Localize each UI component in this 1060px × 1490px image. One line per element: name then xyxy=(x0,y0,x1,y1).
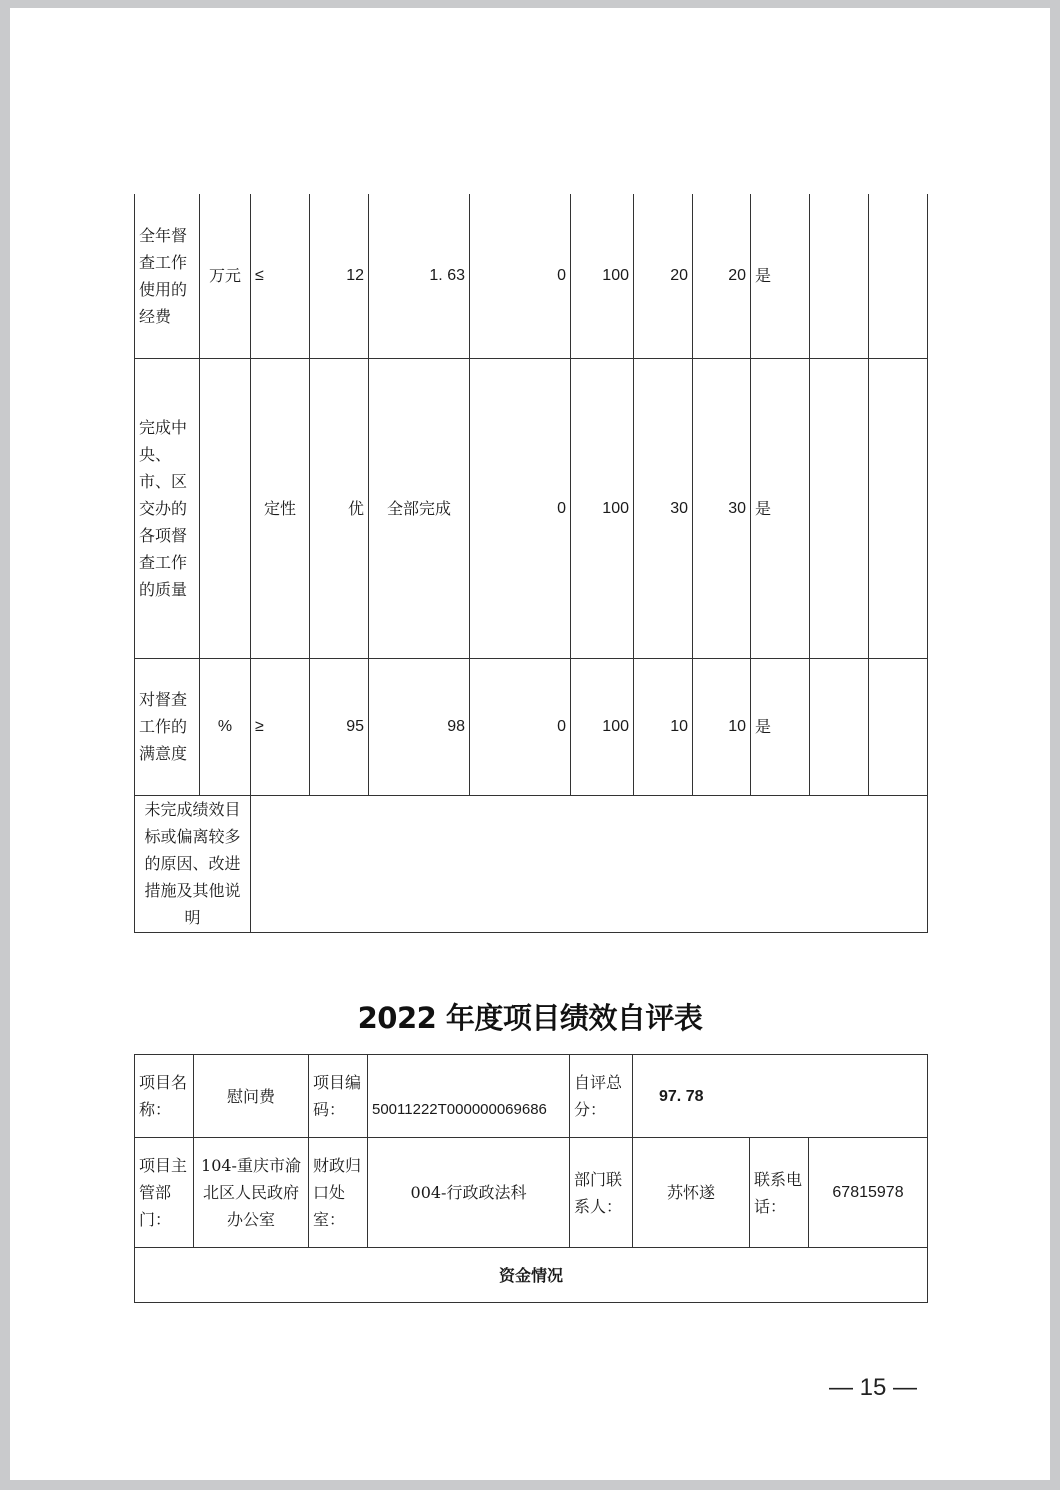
indicator-col7: 100 xyxy=(571,358,634,658)
project-name-label: 项目名称： xyxy=(135,1055,194,1138)
project-code: 50011222T000000069686 xyxy=(368,1055,570,1138)
project-info-table xyxy=(134,1054,928,1303)
indicator-unit: % xyxy=(200,658,251,795)
indicator-nature: 定性 xyxy=(251,358,310,658)
indicator-score: 20 xyxy=(693,194,751,358)
contact: 苏怀遂 xyxy=(633,1138,750,1248)
indicator-unit: 万元 xyxy=(200,194,251,358)
indicator-nature: ≤ xyxy=(251,194,310,358)
empty-cell xyxy=(810,194,869,358)
total-score: 97. 78 xyxy=(633,1055,928,1138)
finance: 004-行政政法科 xyxy=(368,1138,570,1248)
empty-cell xyxy=(869,358,928,658)
table-row xyxy=(135,358,928,658)
total-score-label: 自评总分： xyxy=(570,1055,633,1138)
indicator-actual: 1. 63 xyxy=(369,194,470,358)
table-row xyxy=(135,194,928,358)
page-number: — 15 — xyxy=(828,1374,918,1401)
indicator-weight: 20 xyxy=(634,194,693,358)
indicator-col6: 0 xyxy=(470,194,571,358)
indicator-met: 是 xyxy=(751,358,810,658)
remarks-label: 未完成绩效目标或偏离较多的原因、改进措施及其他说明 xyxy=(135,795,251,932)
remarks-row xyxy=(135,795,928,932)
project-code-label: 项目编码： xyxy=(309,1055,368,1138)
dept: 104-重庆市渝北区人民政府办公室 xyxy=(194,1138,309,1248)
indicator-col6: 0 xyxy=(470,658,571,795)
indicator-unit xyxy=(200,358,251,658)
indicator-col7: 100 xyxy=(571,658,634,795)
indicator-score: 30 xyxy=(693,358,751,658)
indicator-name: 全年督查工作使用的经费 xyxy=(135,194,200,358)
table-row xyxy=(135,1055,928,1138)
indicator-target: 12 xyxy=(310,194,369,358)
funding-header: 资金情况 xyxy=(135,1248,928,1303)
empty-cell xyxy=(869,194,928,358)
indicator-name: 对督查工作的满意度 xyxy=(135,658,200,795)
indicator-name: 完成中央、市、区交办的各项督查工作的质量 xyxy=(135,358,200,658)
indicator-score: 10 xyxy=(693,658,751,795)
contact-label: 部门联系人： xyxy=(570,1138,633,1248)
indicator-met: 是 xyxy=(751,194,810,358)
phone-label: 联系电话： xyxy=(750,1138,809,1248)
empty-cell xyxy=(810,658,869,795)
indicator-weight: 10 xyxy=(634,658,693,795)
indicator-actual: 98 xyxy=(369,658,470,795)
indicator-met: 是 xyxy=(751,658,810,795)
form-title: 2022 年度项目绩效自评表 xyxy=(357,1001,703,1035)
table-row xyxy=(135,1138,928,1248)
indicator-col6: 0 xyxy=(470,358,571,658)
remarks-value xyxy=(251,795,928,932)
indicator-target: 95 xyxy=(310,658,369,795)
table-row xyxy=(135,658,928,795)
indicator-target: 优 xyxy=(310,358,369,658)
dept-label: 项目主管部门： xyxy=(135,1138,194,1248)
table-row xyxy=(135,1248,928,1303)
empty-cell xyxy=(810,358,869,658)
project-name: 慰问费 xyxy=(194,1055,309,1138)
finance-label: 财政归口处室： xyxy=(309,1138,368,1248)
indicator-actual: 全部完成 xyxy=(369,358,470,658)
indicator-weight: 30 xyxy=(634,358,693,658)
indicator-nature: ≥ xyxy=(251,658,310,795)
document-page xyxy=(10,8,1050,1480)
phone: 67815978 xyxy=(809,1138,928,1248)
empty-cell xyxy=(869,658,928,795)
performance-indicator-table xyxy=(134,194,928,933)
indicator-col7: 100 xyxy=(571,194,634,358)
